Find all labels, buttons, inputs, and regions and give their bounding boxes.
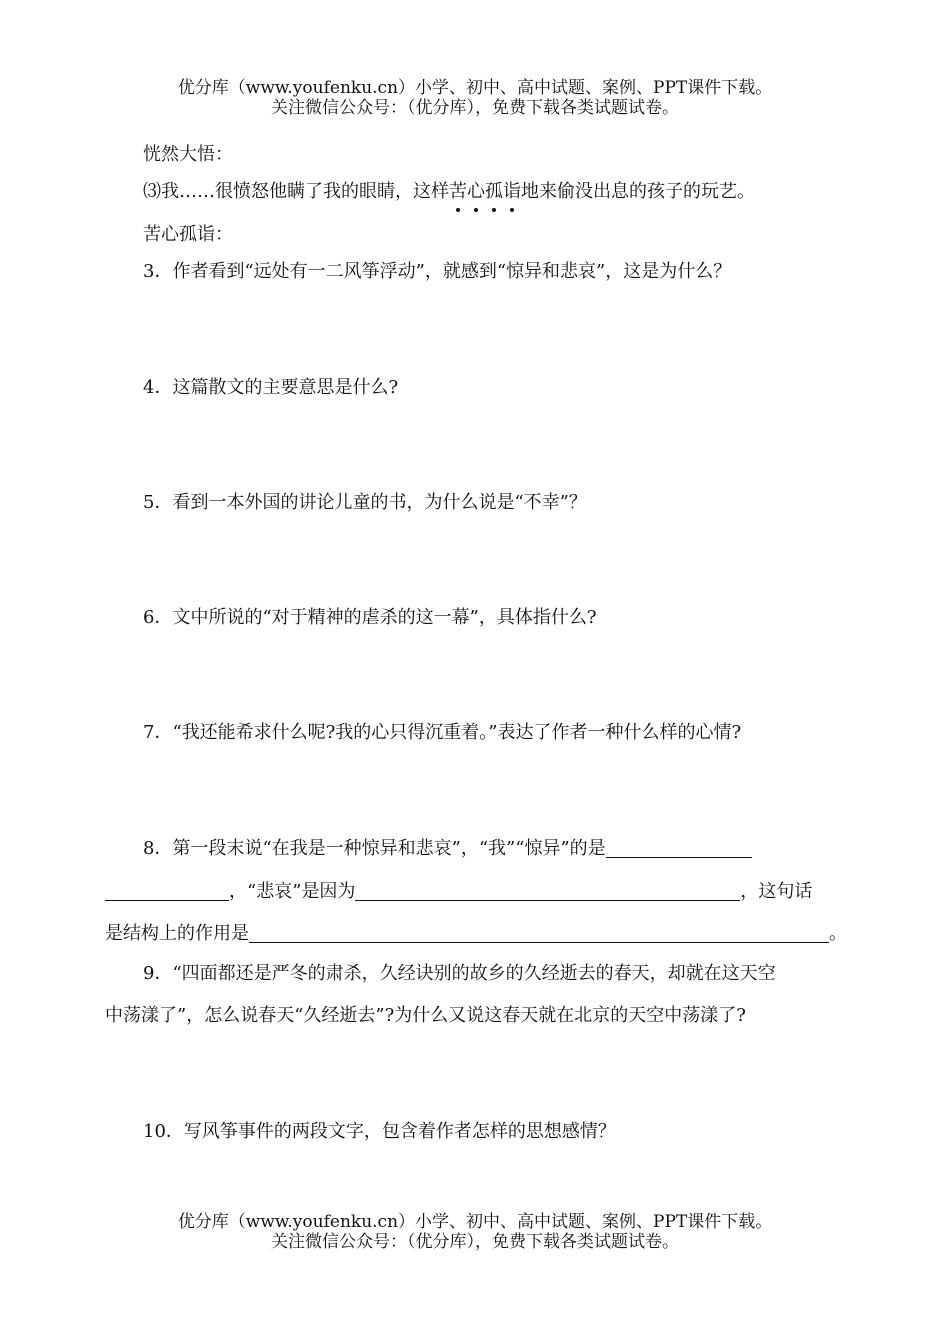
question-8-line-1: [143, 837, 752, 861]
question-9-line-2: 中荡漾了”，怎么说春天“久经逝去”?为什么又说这春天就在北京的天空中荡漾了?: [105, 1005, 746, 1026]
question-10: 10．写风筝事件的两段文字，包含着作者怎样的思想感情？: [143, 1121, 616, 1142]
vocab-term-kuxingudi: 苦心孤诣：: [143, 224, 233, 245]
question-7: 7．“我还能希求什么呢?我的心只得沉重着。”表达了作者一种什么样的心情?: [143, 722, 742, 743]
footer-line-1: 优分库（www.youfenku.cn）小学、初中、高中试题、案例、PPT课件下载。: [177, 1212, 773, 1232]
question-8-end: 。: [829, 923, 847, 944]
vocab-term-huangrandawu: 恍然大悟：: [143, 144, 233, 165]
question-4: 4．这篇散文的主要意思是什么?: [143, 377, 399, 398]
sentence-3-suffix: 地来偷没出息的孩子的玩艺。: [521, 181, 755, 202]
question-8-line-2: [105, 880, 812, 904]
vocab-sentence-3: [143, 180, 755, 204]
answer-blank[interactable]: [105, 880, 229, 901]
question-8-text-c: ，这句话: [740, 881, 813, 902]
question-8-text-b: ，“悲哀”是因为: [229, 881, 356, 902]
footer-line-2: 关注微信公众号：（优分库），免费下载各类试题试卷。: [271, 1232, 679, 1252]
dotted-char: 心: [467, 181, 485, 202]
dotted-char: 苦: [449, 181, 467, 202]
header-line-2: 关注微信公众号：（优分库），免费下载各类试题试卷。: [271, 98, 679, 118]
question-9-line-1: 9．“四面都还是严冬的肃杀，久经诀别的故乡的久经逝去的春天，却就在这天空: [143, 963, 776, 984]
dotted-char: 孤: [485, 181, 503, 202]
sentence-3-prefix: ⑶我……很愤怒他瞒了我的眼睛，这样: [143, 181, 449, 202]
question-8-text-a: 8．第一段末说“在我是一种惊异和悲哀”，“我”“惊异”的是: [143, 838, 606, 859]
page-footer: [0, 1212, 950, 1252]
answer-blank[interactable]: [355, 880, 740, 901]
page-header: [0, 78, 950, 118]
question-6: 6．文中所说的“对于精神的虐杀的这一幕”，具体指什么?: [143, 607, 597, 628]
dotted-char: 诣: [503, 181, 521, 202]
question-5: 5．看到一本外国的讲论儿童的书，为什么说是“不幸”？: [143, 492, 587, 513]
question-8-line-3: [105, 922, 847, 946]
question-3: 3．作者看到“远处有一二风筝浮动”，就感到“惊异和悲哀”，这是为什么？: [143, 261, 732, 282]
answer-blank[interactable]: [606, 837, 752, 858]
header-line-1: 优分库（www.youfenku.cn）小学、初中、高中试题、案例、PPT课件下载。: [177, 78, 773, 98]
answer-blank[interactable]: [249, 922, 829, 943]
question-8-text-d: 是结构上的作用是: [105, 923, 249, 944]
